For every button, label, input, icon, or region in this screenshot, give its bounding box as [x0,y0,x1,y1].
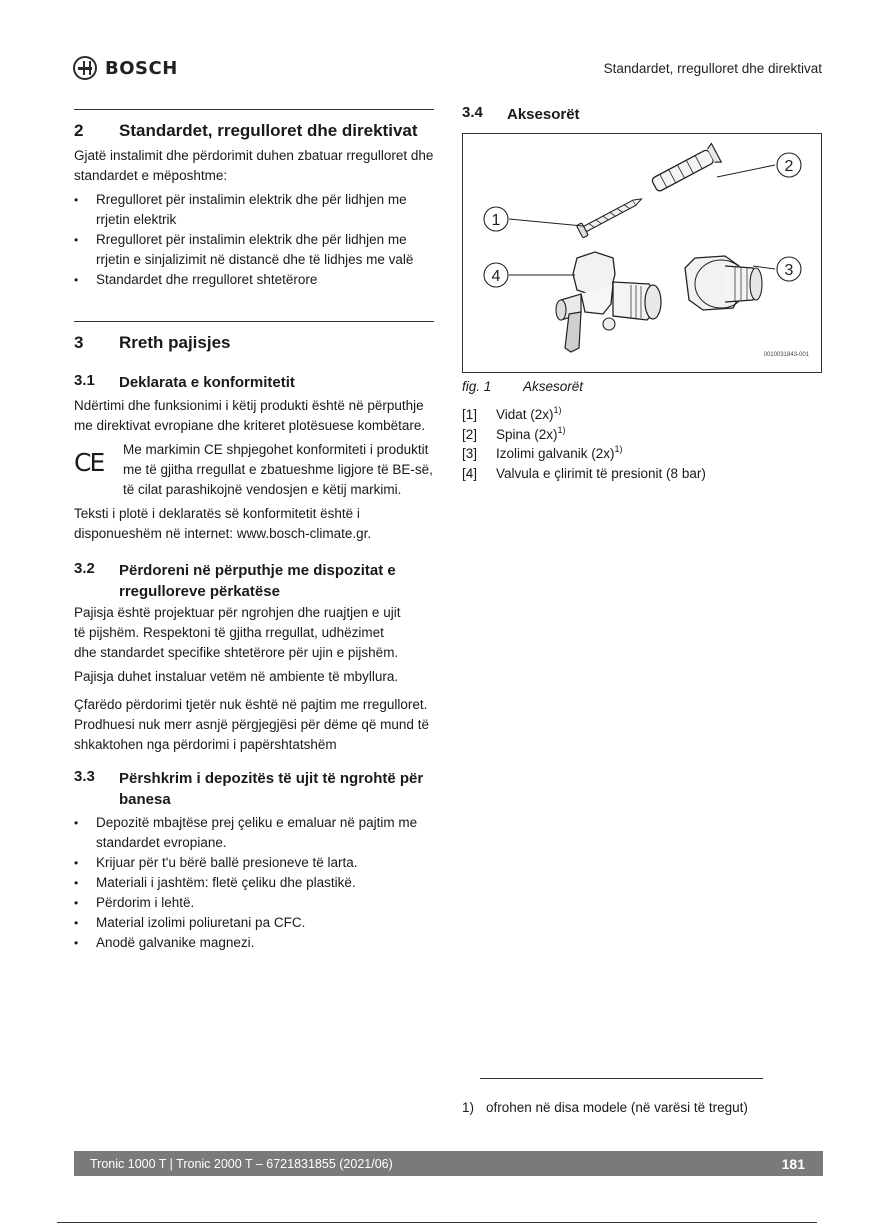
list-item: • Material izolimi poliuretani pa CFC. [74,913,419,933]
figure-legend [462,405,706,483]
section-rule [74,109,434,110]
section-rule [74,321,434,322]
footnote-rule [480,1078,763,1079]
brand-name: BOSCH [105,57,178,79]
section-3-2-paragraph: Pajisja është projektuar për ngrohjen dhe ruajtjen e ujit të pijshëm. Respektoni të gjitha rregullat, udhëzimet dhe standardet specifike shtetërore për ujin e pijshëm. [74,605,401,660]
list-item: • Anodë galvanike magnezi. [74,933,419,953]
callout-1 [484,207,508,231]
figure-code: 0010031843-001 [763,352,809,358]
document-reference: Tronic 1000 T | Tronic 2000 T – 6721831855 (2021/06) [90,1156,393,1171]
section-number: 2 [74,121,84,140]
section-3-3-heading [74,768,434,810]
section-2-intro: Gjatë instalimit dhe përdorimit duhen zbatuar rregulloret dhe standardet e mëposhtme: [74,148,434,183]
callout-label: 3 [784,262,794,279]
accessories-illustration [463,134,821,372]
section-3-1-heading [74,372,295,393]
legend-item [462,464,706,484]
legend-item [462,444,706,464]
footnote-key: 1) [462,1100,475,1115]
footnote-ref: 1) [557,424,566,435]
section-3-3-list [74,813,419,953]
footnote-ref: 1) [553,405,562,415]
footnote-text: ofrohen në disa modele (në varësi të tregut) [486,1100,748,1115]
galvanic-isolator-icon [685,256,762,310]
leader-line [509,219,583,226]
section-3-heading [74,333,231,353]
list-item: • Rregulloret për instalimin elektrik dhe për lidhjen me rrjetin elektrik [74,190,434,230]
legend-text: Izolimi galvanik $(2x)^{1)}$ [496,444,623,461]
section-title: Rreth pajisjes [119,333,231,352]
callout-label: 2 [784,158,794,175]
legend-text: Valvula e çlirimit të presionit (8 bar) [496,465,706,481]
list-item: • Përdorim i lehtë. [74,893,419,913]
section-title: Përshkrim i depozitës të ujit të ngrohtë për banesa [119,770,424,808]
section-3-2-paragraph: Pajisja duhet instaluar vetëm në ambiente të mbyllura. [74,669,399,684]
wall-plug-icon [650,143,722,194]
footnote [462,1100,748,1115]
section-2-list [74,190,434,290]
footnote-ref: 1) [614,444,623,454]
section-number: 3.1 [74,372,95,389]
figure-caption [462,379,583,394]
legend-key: [1] [462,407,478,422]
list-item: • Depozitë mbajtëse prej çeliku e emaluar në pajtim me standardet evropiane. [74,813,419,853]
callout-2 [777,153,801,177]
callout-label: 4 [491,268,501,285]
legend-item [462,405,706,425]
section-number: 3.4 [462,104,483,121]
bosch-armature-icon [73,56,97,80]
section-title: Aksesorët [507,106,580,123]
legend-key: [3] [462,446,478,461]
list-item: • Standardet dhe rregulloret shtetërore [74,270,434,290]
legend-text: Vidat $(2x)^{1)}$ [496,405,562,422]
legend-item [462,425,706,445]
legend-key: [4] [462,465,478,481]
figure-title: Aksesorët [523,379,584,394]
page-edge-line [57,1222,817,1223]
accessories-figure [462,133,822,373]
section-title: Standardet, rregulloret dhe direktivat [119,121,418,140]
figure-number: fig. 1 [462,379,492,394]
brand-logo [73,56,178,80]
leader-line [717,165,775,177]
list-item: • Materiali i jashtëm: fletë çeliku dhe plastikë. [74,873,419,893]
section-number: 3 [74,333,84,352]
section-title: Përdoreni në përputhje me dispozitat e rregulloreve përkatëse [119,562,396,600]
legend-key: [2] [462,426,478,442]
pressure-relief-valve-icon [556,252,661,352]
callout-label: 1 [491,212,501,229]
section-3-1-paragraph: Ndërtimi dhe funksionimi i këtij produkti është në përputhje me direktivat evropiane dhe kriteret plotësuese kombëtare. [74,398,426,433]
running-header: Standardet, rregulloret dhe direktivat [603,61,822,76]
list-item: • Rregulloret për instalimin elektrik dhe për lidhjen me rrjetin e sinjalizimit në distancë dhe të lidhjes me valë [74,230,434,270]
section-3-4-heading [462,104,580,125]
callout-4 [484,263,508,287]
section-3-2-heading [74,560,434,602]
section-title: Deklarata e konformitetit [119,374,295,391]
page-footer [74,1151,823,1176]
section-number: 3.3 [74,768,95,785]
page-number: 181 [781,1155,805,1172]
callout-3 [777,257,801,281]
ce-mark-icon: CE [74,448,104,477]
section-number: 3.2 [74,560,95,577]
ce-explanation: Me markimin CE shpjegohet konformiteti i produktit me të gjitha rregullat e zbatueshme ligjore të BE-së, të cilat parashikojnë vendosjen e këtij markimi. [123,442,433,497]
section-3-1-declaration: Teksti i plotë i deklaratës së konformitetit është i disponueshëm në internet: www.bosch-climate.gr. [74,506,372,541]
screw-icon [576,193,644,238]
list-item: • Krijuar për t'u bërë ballë presioneve të larta. [74,853,419,873]
section-3-2-paragraph: Çfarëdo përdorimi tjetër nuk është në pajtim me rregulloret. Prodhuesi nuk merr asnjë përgjegjësi për dëme që mund të shkaktohen nga përdorimi i papërshtatshëm [74,697,429,752]
legend-text: Spina $(2x)^{1)}$ [496,424,566,442]
section-2-heading [74,121,418,141]
